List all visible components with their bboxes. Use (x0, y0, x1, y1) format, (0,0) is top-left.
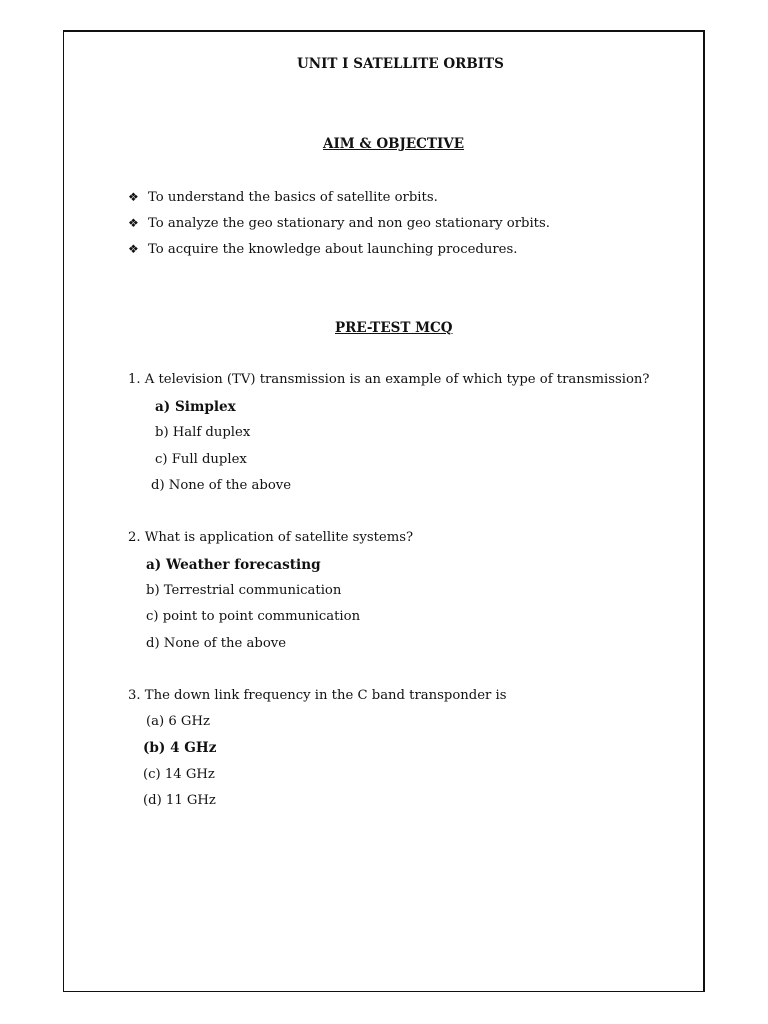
q3-option-d: (d) 11 GHz (143, 793, 216, 808)
diamond-bullet-icon: ❖ (128, 190, 139, 204)
objective-item (128, 241, 517, 258)
aim-objective-heading: AIM & OBJECTIVE (323, 136, 465, 152)
q2-option-b: b) Terrestrial communication (146, 583, 342, 598)
objective-item (128, 189, 438, 206)
objective-text: To understand the basics of satellite orbits. (148, 190, 438, 205)
question-3-text: 3. The down link frequency in the C band transponder is (128, 688, 507, 703)
objective-item (128, 215, 550, 232)
q2-option-a-answer: a) Weather forecasting (146, 557, 321, 573)
unit-title: UNIT I SATELLITE ORBITS (297, 56, 504, 72)
diamond-bullet-icon: ❖ (128, 216, 139, 230)
objective-text: To acquire the knowledge about launching procedures. (148, 242, 518, 257)
pretest-heading: PRE-TEST MCQ (335, 320, 453, 336)
q3-option-a: (a) 6 GHz (146, 714, 210, 729)
q1-option-d: d) None of the above (151, 478, 292, 493)
question-1-text: 1. A television (TV) transmission is an example of which type of transmission? (128, 372, 650, 387)
q3-option-b-answer: (b) 4 GHz (143, 740, 217, 756)
diamond-bullet-icon: ❖ (128, 242, 139, 256)
page-border (63, 30, 705, 992)
q1-option-a-answer: a) Simplex (155, 399, 236, 415)
q3-option-c: (c) 14 GHz (143, 767, 215, 782)
q2-option-d: d) None of the above (146, 636, 287, 651)
q2-option-c: c) point to point communication (146, 609, 361, 624)
q1-option-b: b) Half duplex (155, 425, 251, 440)
q1-option-c: c) Full duplex (155, 452, 247, 467)
objective-text: To analyze the geo stationary and non geo stationary orbits. (148, 216, 550, 231)
question-2-text: 2. What is application of satellite systems? (128, 530, 414, 545)
